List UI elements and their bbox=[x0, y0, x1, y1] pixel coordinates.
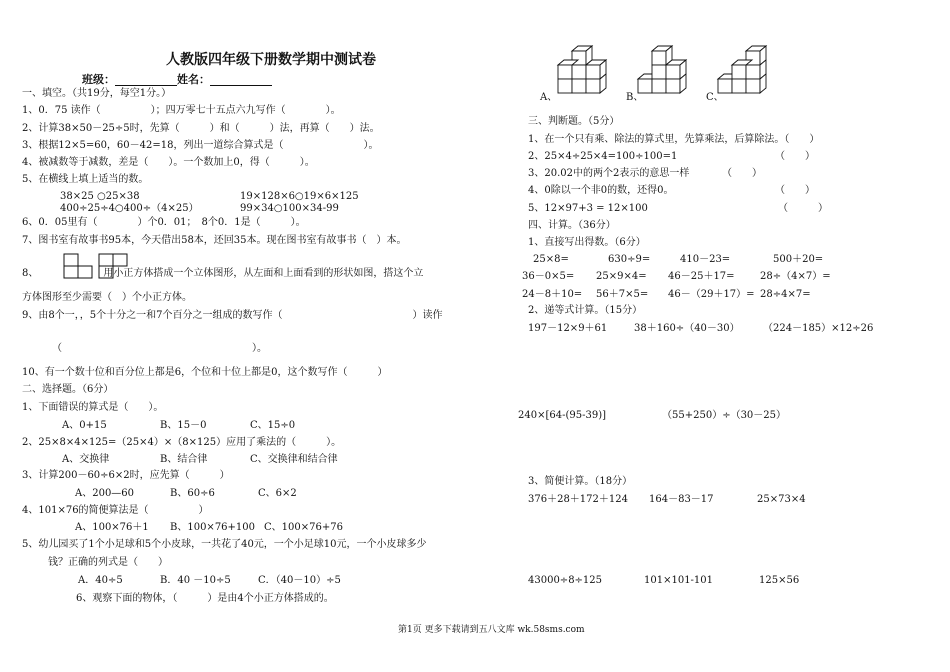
oral-1-4: 500＋20= bbox=[773, 254, 824, 265]
judge-4: 4、0除以一个非0的数，还得0。 bbox=[528, 185, 674, 196]
simple-6: 125×56 bbox=[759, 575, 800, 586]
question-8: 8、 用小正方体搭成一个立体图形，从左面和上面看到的形状如图，搭这个立 bbox=[22, 268, 424, 279]
oral-1-3: 410－23= bbox=[680, 254, 731, 265]
step-4: 240×[64-(95-39)] bbox=[518, 410, 607, 421]
class-blank[interactable] bbox=[115, 75, 177, 86]
class-label: 班级： bbox=[82, 73, 115, 86]
option-b-label: B、 bbox=[626, 92, 644, 103]
choice-4-a: A、100×76＋1 bbox=[75, 522, 149, 533]
oral-1-2: 630÷9= bbox=[608, 254, 651, 265]
choice-3-a: A、200—60 bbox=[75, 488, 135, 499]
option-c-label: C、 bbox=[706, 92, 724, 103]
question-6: 6、0．05里有（ ）个0．01； 8个0．1是（ ）。 bbox=[22, 217, 306, 228]
judge-5-paren: （ ） bbox=[778, 203, 828, 214]
choice-1-b: B、15－0 bbox=[160, 420, 207, 431]
oral-3-1: 24－8＋10= bbox=[522, 289, 583, 300]
cubes-figure-a bbox=[548, 45, 618, 95]
simple-1: 376＋28＋172＋124 bbox=[528, 494, 628, 505]
choice-2: 2、25×8×4×125=（25×4）×（8×125）应用了乘法的（ ）。 bbox=[22, 437, 342, 448]
compare-2: 19×128×6○19×6×125 bbox=[240, 191, 359, 202]
choice-5: 5、幼儿园买了1个小足球和5个小皮球，一共花了40元，一个小足球10元，一个小皮球多少 bbox=[22, 539, 427, 550]
page-footer: 第1页 更多下载请到五八文库 wk.58sms.com bbox=[398, 625, 585, 635]
judge-5: 5、12×97+3 = 12×100 bbox=[528, 203, 648, 214]
cubes-figure-c bbox=[716, 45, 778, 95]
name-label: 姓名： bbox=[177, 73, 210, 86]
choice-2-b: B、结合律 bbox=[160, 454, 208, 465]
choice-3-b: B、60÷6 bbox=[170, 488, 215, 499]
choice-4-c: C、100×76+76 bbox=[264, 522, 343, 533]
question-5: 5、在横线上填上适当的数。 bbox=[22, 174, 149, 185]
judge-3-paren: （ ） bbox=[722, 168, 762, 179]
oral-3-4: 28÷4×7= bbox=[760, 289, 811, 300]
choice-1: 1、下面错误的算式是（ ）。 bbox=[22, 402, 164, 413]
exam-title: 人教版四年级下册数学期中测试卷 bbox=[166, 52, 376, 68]
option-a-label: A、 bbox=[540, 92, 558, 103]
section-fill: 一、填空。（共19分，每空1分。） bbox=[22, 88, 172, 99]
simple-3: 25×73×4 bbox=[757, 494, 806, 505]
class-name-line bbox=[82, 74, 272, 86]
oral-2-2: 25×9×4= bbox=[596, 271, 647, 282]
judge-4-paren: （ ） bbox=[775, 185, 815, 196]
cubes-figure-b bbox=[636, 45, 698, 95]
oral-2-1: 36－0×5= bbox=[522, 271, 575, 282]
question-4: 4、被减数等于减数，差是（ ）。一个数加上0，得（ ）。 bbox=[22, 157, 315, 168]
question-9-cont: （ ）。 bbox=[52, 343, 267, 354]
judge-2: 2、25×4÷25×4=100÷100=1 bbox=[528, 151, 678, 162]
judge-1: 1、在一个只有乘、除法的算式里，先算乘法，后算除法。（ ） bbox=[528, 134, 820, 145]
choice-2-a: A、交换律 bbox=[62, 454, 110, 465]
choice-4: 4、101×76的简便算法是（ ） bbox=[22, 505, 209, 516]
judge-2-paren: （ ） bbox=[775, 151, 815, 162]
choice-1-c: C、15÷0 bbox=[250, 420, 296, 431]
question-8-cont: 方体图形至少需要（ ）个小正方体。 bbox=[22, 292, 192, 303]
name-blank[interactable] bbox=[210, 75, 272, 86]
question-1: 1、0．75 读作（ ）；四万零七十五点六九写作（ ）。 bbox=[22, 105, 341, 116]
oral-2-3: 46－25＋17= bbox=[668, 271, 735, 282]
compare-3: 400÷25÷4○400÷（4×25） bbox=[60, 203, 199, 214]
calc-step-title: 2、递等式计算。（15分） bbox=[528, 305, 643, 316]
oral-3-3: 46－（29＋17）= bbox=[668, 289, 755, 300]
calc-oral-title: 1、直接写出得数。（6分） bbox=[528, 237, 646, 248]
section-judge: 三、判断题。（5分） bbox=[528, 116, 620, 127]
choice-2-c: C、交换律和结合律 bbox=[250, 454, 338, 465]
oral-3-2: 56＋7×5= bbox=[596, 289, 649, 300]
oral-2-4: 28÷（4×7）= bbox=[760, 271, 831, 282]
compare-4: 99×34○100×34-99 bbox=[240, 203, 339, 214]
judge-3: 3、20.02中的两个2表示的意思一样 bbox=[528, 168, 690, 179]
choice-5-b: B．40 －10÷5 bbox=[160, 575, 231, 586]
choice-3: 3、计算200－60÷6×2时，应先算（ ） bbox=[22, 470, 230, 481]
step-5: （55+250）÷（30－25） bbox=[662, 410, 787, 421]
section-choice: 二、选择题。（6分） bbox=[22, 384, 114, 395]
step-2: 38＋160÷（40－30） bbox=[634, 323, 740, 334]
oral-1-1: 25×8= bbox=[533, 254, 569, 265]
choice-1-a: A、0+15 bbox=[62, 420, 107, 431]
question-10: 10、有一个数十位和百分位上都是6，个位和十位上都是0，这个数写作（ ） bbox=[22, 367, 388, 378]
compare-1: 38×25 ○25×38 bbox=[60, 191, 140, 202]
calc-simple-title: 3、简便计算。（18分） bbox=[528, 476, 633, 487]
section-calc: 四、计算。（36分） bbox=[528, 220, 616, 231]
step-1: 197－12×9＋61 bbox=[528, 323, 608, 334]
choice-5-cont: 钱？正确的列式是（ ） bbox=[48, 557, 168, 568]
question-9: 9、由8个一，，5个十分之一和7个百分之一组成的数写作（ ）读作 bbox=[22, 310, 443, 321]
simple-4: 43000÷8÷125 bbox=[528, 575, 603, 586]
choice-5-a: A．40÷5 bbox=[78, 575, 123, 586]
question-2: 2、计算38×50－25÷5时，先算（ ）和（ ）法，再算（ ）法。 bbox=[22, 123, 380, 134]
choice-6: 6、观察下面的物体，（ ）是由4个小正方体搭成的。 bbox=[76, 593, 334, 604]
choice-4-b: B、100×76+100 bbox=[170, 522, 256, 533]
choice-5-c: C．（40－10）÷5 bbox=[258, 575, 341, 586]
choice-3-c: C、6×2 bbox=[258, 488, 297, 499]
question-3: 3、根据12×5=60，60－42=18，列出一道综合算式是（ ）。 bbox=[22, 140, 379, 151]
simple-2: 164－83－17 bbox=[649, 494, 714, 505]
simple-5: 101×101-101 bbox=[644, 575, 714, 586]
step-3: （224－185）×12÷26 bbox=[763, 323, 874, 334]
question-7: 7、图书室有故事书95本，今天借出58本，还回35本。现在图书室有故事书（ ）本。 bbox=[22, 235, 407, 246]
